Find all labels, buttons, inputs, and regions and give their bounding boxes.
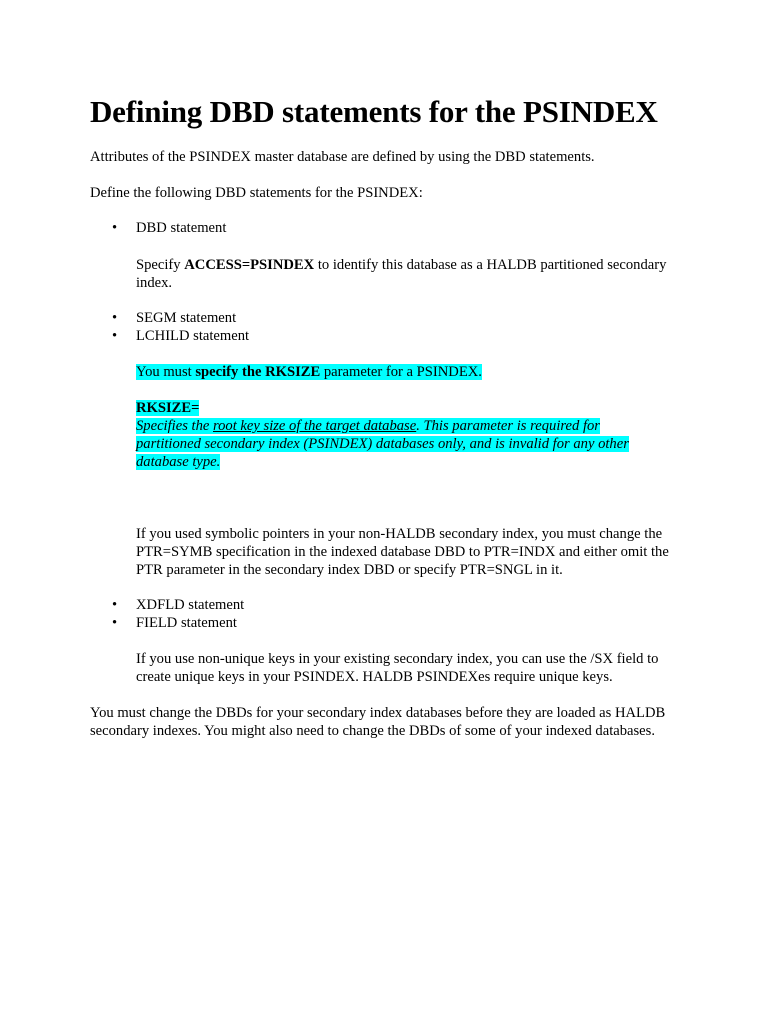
rksize-note-highlight xyxy=(136,364,482,380)
root-key-size-link[interactable]: root key size of the target database xyxy=(213,418,417,434)
rksize-label-line xyxy=(136,399,681,417)
symbolic-pointers-paragraph: If you used symbolic pointers in your non-HALDB secondary index, you must change the PTR=SYMB specification in the indexed database DBD to PTR=INDX and either omit the PTR parameter in the secondary index DBD or specify PTR=SNGL in it. xyxy=(136,526,669,578)
dbd-desc-post: to identify this database as a HALDB partitioned secondary index. xyxy=(136,257,667,291)
page-title: Defining DBD statements for the PSINDEX xyxy=(90,94,658,129)
rksize-desc-pre: Specifies the xyxy=(136,418,213,434)
rksize-note xyxy=(136,363,681,381)
dbd-desc-pre: Specify xyxy=(136,257,185,273)
rksize-desc-post: . This parameter is required for partitioned secondary index (PSINDEX) databases only, and is invalid for any other database type. xyxy=(136,418,629,470)
bullet-icon: • xyxy=(112,328,118,344)
bullet-icon: • xyxy=(112,597,118,613)
rksize-note-bold: specify the RKSIZE xyxy=(195,364,321,380)
list-item-label: DBD statement xyxy=(136,220,227,236)
list-item-label: LCHILD statement xyxy=(136,328,250,344)
bullet-icon: • xyxy=(112,310,118,326)
rksize-note-pre: You must xyxy=(136,364,196,380)
rksize-description xyxy=(136,417,656,471)
list-item-label: XDFLD statement xyxy=(136,597,245,613)
closing-paragraph: You must change the DBDs for your secondary index databases before they are loaded as HALDB secondary indexes. You might also need to change the DBDs of some of your indexed databases. xyxy=(90,705,666,739)
access-psindex-keyword: ACCESS=PSINDEX xyxy=(184,257,315,273)
dbd-description xyxy=(136,256,681,292)
define-paragraph: Define the following DBD statements for the PSINDEX: xyxy=(90,185,423,201)
intro-paragraph: Attributes of the PSINDEX master database are defined by using the DBD statements. xyxy=(90,149,595,165)
unique-keys-paragraph: If you use non-unique keys in your existing secondary index, you can use the /SX field to create unique keys in your PSINDEX. HALDB PSINDEXes require unique keys. xyxy=(136,651,659,685)
list-item-label: SEGM statement xyxy=(136,310,237,326)
bullet-icon: • xyxy=(112,220,118,236)
bullet-icon: • xyxy=(112,615,118,631)
rksize-note-post: parameter for a PSINDEX. xyxy=(320,364,482,380)
list-item-label: FIELD statement xyxy=(136,615,237,631)
rksize-label: RKSIZE= xyxy=(136,400,200,416)
